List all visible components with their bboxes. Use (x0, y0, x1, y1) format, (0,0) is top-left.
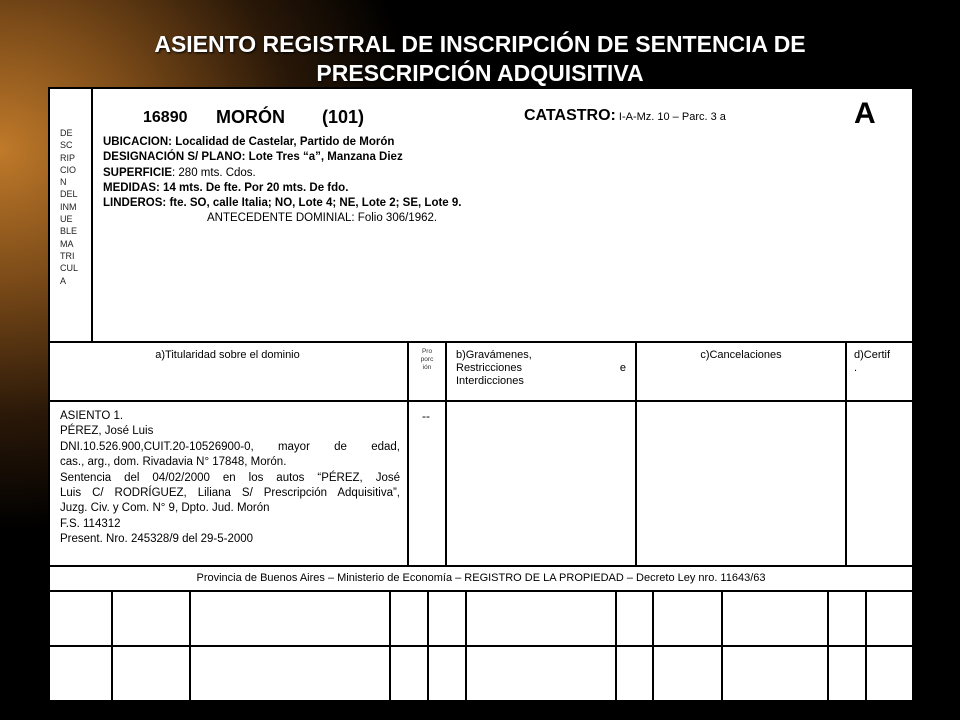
rule-grid-row (48, 645, 914, 647)
medidas: MEDIDAS: 14 mts. De fte. Por 20 mts. De fdo. (103, 181, 349, 194)
col-proporcion: Pro porc ión (420, 348, 434, 371)
partido-code: (101) (322, 107, 365, 127)
superficie: SUPERFICIE: 280 mts. Cdos. (103, 166, 256, 179)
rule-footer (48, 590, 914, 592)
col-cancelaciones: c)Cancelaciones (700, 349, 782, 361)
col-titularidad: a)Titularidad sobre el dominio (155, 349, 300, 361)
asiento-proporcion: -- (422, 409, 430, 423)
title-line-1: ASIENTO REGISTRAL DE INSCRIPCIÓN DE SENTENCIA DE (154, 31, 806, 57)
footer-text: Provincia de Buenos Aires – Ministerio de Economía – REGISTRO DE LA PROPIEDAD – Decreto Ley nro. 11643/63 (196, 572, 766, 584)
matricula-number: 16890 (143, 109, 188, 126)
partido-name: MORÓN (216, 107, 285, 127)
linderos: LINDEROS: fte. SO, calle Italia; NO, Lote 4; NE, Lote 2; SE, Lote 9. (103, 197, 462, 210)
sidebar-divider (91, 87, 93, 342)
asiento-entry: ASIENTO 1. PÉREZ, José Luis DNI.10.526.900,CUIT.20-10526900-0, mayor de edad, cas., arg., dom. Rivadavia N° 17848, Morón. Sentencia del 04/02/2000 en los autos “PÉREZ, José Luis C/ RODRÍGUEZ, Liliana S/ Prescripción Adquisitiva”, Juzg. Civ. y Com. N° 9, Dpto. Jud. Morón F.S. 114312 Present. Nro. 245328/9 del 29-5-2000 (60, 410, 400, 546)
ubicacion: UBICACION: Localidad de Castelar, Partido de Morón (103, 136, 395, 148)
antecedente-dominial: ANTECEDENTE DOMINIAL: Folio 306/1962. (207, 212, 438, 225)
page-title (0, 30, 960, 88)
sidebar-label: DE SC RIP CIO N DEL INM UE BLE MA TRI CUL A (60, 128, 79, 286)
catastro-value: I-A-Mz. 10 – Parc. 3 a (615, 111, 726, 123)
designacion: DESIGNACIÓN S/ PLANO: Lote Tres “a”, Manzana Diez (103, 151, 403, 164)
registry-form (48, 87, 914, 702)
property-description (103, 135, 863, 227)
col-gravamenes: b)Gravámenes, Restricciones e Interdicciones (456, 349, 626, 387)
col-certificados: d)Certif . (854, 349, 891, 374)
page-letter: A (854, 97, 876, 130)
rule-column-header (48, 400, 914, 402)
title-line-2: PRESCRIPCIÓN ADQUISITIVA (316, 60, 644, 86)
rule-entries (48, 565, 914, 567)
catastro-label: CATASTRO: (524, 107, 616, 124)
rule-description (48, 341, 914, 343)
catastro (524, 107, 726, 125)
